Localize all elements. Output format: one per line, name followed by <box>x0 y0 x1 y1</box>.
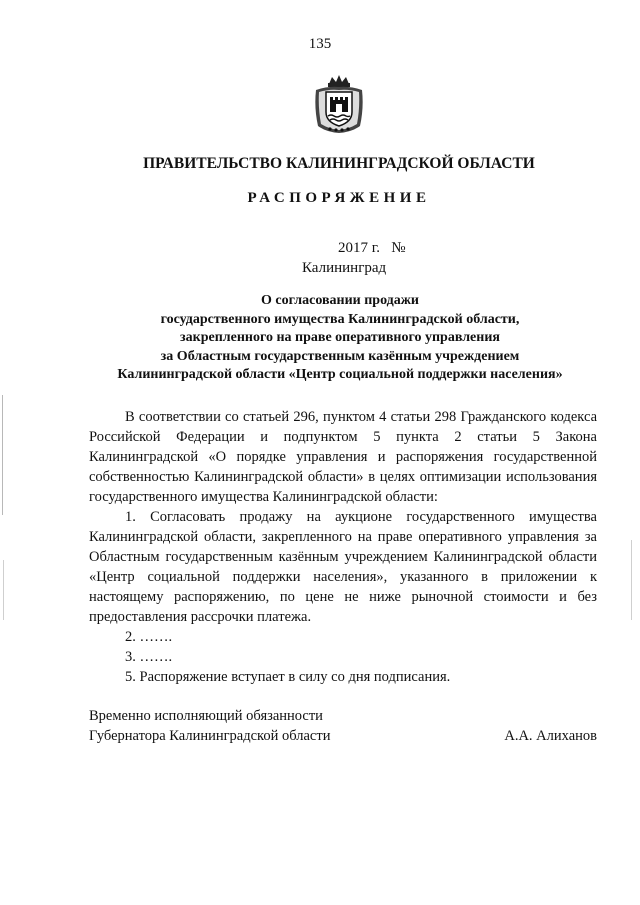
document-subject <box>80 292 600 385</box>
subject-line: за Областным государственным казённым учреждением <box>160 348 520 364</box>
subject-line: государственного имущества Калининградской области, <box>160 311 520 327</box>
scan-margin-mark <box>3 560 4 620</box>
subject-line: закрепленного на праве оперативного управления <box>180 330 500 345</box>
item-1-paragraph: 1. Согласовать продажу на аукционе государственного имущества Калининградской области, закрепленного на праве оперативного управления за Областным государственным казённым учреждением Калининградской области «Центр социальной поддержки населения», указанного в приложении к настоящему распоряжению, по цене не ниже рыночной стоимости и без предоставления рассрочки платежа. <box>89 509 597 625</box>
signatory-name: А.А. Алиханов <box>504 728 597 744</box>
item-3-paragraph: 3. ……. <box>125 649 173 665</box>
document-body <box>89 407 597 687</box>
preamble-paragraph: В соответствии со статьей 296, пунктом 4 статьи 298 Гражданского кодекса Российской Федерации и подпунктом 5 пункта 2 статьи 5 Закона Калининградской «О порядке управления и распоряжения государственной собственностью Калининградской области» в целях оптимизации использования государственного имущества Калининградской области: <box>89 409 597 505</box>
date-number-line: 2017 г. № <box>338 240 406 256</box>
signature-block <box>89 706 597 746</box>
government-title: ПРАВИТЕЛЬСТВО КАЛИНИНГРАДСКОЙ ОБЛАСТИ <box>143 155 535 172</box>
page-number: 135 <box>308 36 332 52</box>
kaliningrad-coat-of-arms-icon <box>312 74 366 134</box>
scan-margin-mark <box>2 395 3 515</box>
subject-line: О согласовании продажи <box>261 293 419 308</box>
signature-row <box>89 726 597 746</box>
item-5-paragraph: 5. Распоряжение вступает в силу со дня подписания. <box>125 669 451 685</box>
item-2-paragraph: 2. ……. <box>125 629 173 645</box>
document-type: РАСПОРЯЖЕНИЕ <box>247 190 431 206</box>
city: Калининград <box>302 260 387 276</box>
signatory-position-line-2: Губернатора Калининградской области <box>89 728 331 744</box>
scan-margin-mark <box>631 540 632 620</box>
subject-line: Калининградской области «Центр социальной поддержки населения» <box>117 367 563 382</box>
signatory-position-line-1: Временно исполняющий обязанности <box>89 708 323 724</box>
